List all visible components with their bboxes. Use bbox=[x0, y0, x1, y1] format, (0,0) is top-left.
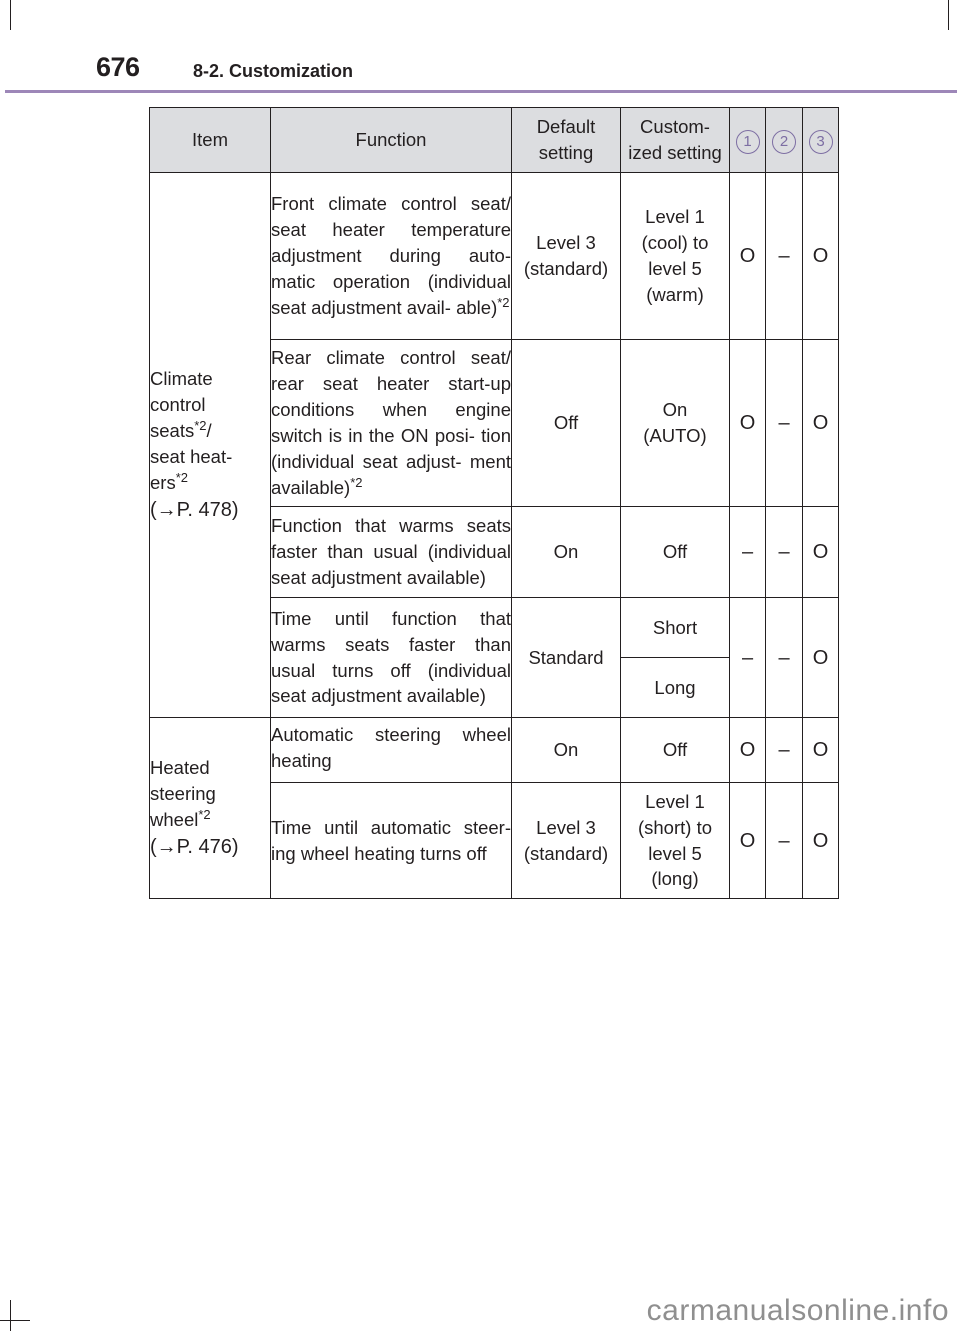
function-cell: Function that warms seats faster than usual (individual seat adjustment available) bbox=[271, 507, 512, 598]
default-cell: Standard bbox=[512, 598, 621, 718]
mark-cell: O bbox=[803, 783, 839, 899]
mark-cell: O bbox=[803, 340, 839, 507]
custom-cell: Level 1 (short) to level 5 (long) bbox=[621, 783, 730, 899]
default-cell: On bbox=[512, 718, 621, 783]
table-header-row bbox=[150, 108, 839, 173]
mark-cell: O bbox=[803, 598, 839, 718]
custom-cell: Short bbox=[621, 598, 730, 658]
mark-cell: – bbox=[766, 340, 803, 507]
item-climate-seats: Climate control seats$^{*2}$/ seat heat- ers$^{*2}$ (→P. 478) bbox=[150, 173, 271, 718]
mark-cell: – bbox=[766, 507, 803, 598]
function-cell: Automatic steering wheel heating bbox=[271, 718, 512, 783]
mark-cell: O bbox=[730, 718, 766, 783]
default-cell: Level 3 (standard) bbox=[512, 783, 621, 899]
mark-cell: O bbox=[730, 340, 766, 507]
customization-table bbox=[149, 107, 839, 899]
crop-mark bbox=[10, 1300, 11, 1331]
watermark-text: carmanualsonline.info bbox=[646, 1294, 949, 1327]
item-heated-steering-wheel: Heated steering wheel$^{*2}$ (→P. 476) bbox=[150, 718, 271, 899]
function-cell: Rear climate control seat/ rear seat heater start-up conditions when engine switch is in the ON posi- tion (individual seat adjust- ment available)$^{*2}$ bbox=[271, 340, 512, 507]
crop-mark bbox=[10, 0, 11, 30]
function-cell: Front climate control seat/ seat heater temperature adjustment during auto- matic operation (individual seat adjustment avail- able)$^{*2}$ bbox=[271, 173, 512, 340]
header-circle-2 bbox=[766, 108, 803, 173]
section-title: 8-2. Customization bbox=[193, 61, 354, 81]
default-cell: On bbox=[512, 507, 621, 598]
custom-cell: Off bbox=[621, 718, 730, 783]
mark-cell: – bbox=[766, 598, 803, 718]
arrow-right-icon: → bbox=[156, 835, 177, 858]
header-circle-1 bbox=[730, 108, 766, 173]
crop-mark bbox=[0, 1320, 30, 1321]
table-row bbox=[150, 173, 839, 340]
mark-cell: – bbox=[766, 718, 803, 783]
mark-cell: O bbox=[730, 173, 766, 340]
header-function: Function bbox=[271, 108, 512, 173]
arrow-right-icon: → bbox=[156, 498, 177, 521]
mark-cell: – bbox=[766, 783, 803, 899]
table-row bbox=[150, 718, 839, 783]
circle-number-icon: 3 bbox=[809, 130, 833, 154]
header-customized: Custom- ized setting bbox=[621, 108, 730, 173]
mark-cell: O bbox=[803, 507, 839, 598]
header-circle-3 bbox=[803, 108, 839, 173]
custom-cell: Long bbox=[621, 658, 730, 718]
mark-cell: – bbox=[730, 507, 766, 598]
function-cell: Time until automatic steer- ing wheel heating turns off bbox=[271, 783, 512, 899]
header-item: Item bbox=[150, 108, 271, 173]
mark-cell: O bbox=[803, 718, 839, 783]
mark-cell: – bbox=[766, 173, 803, 340]
custom-cell: Off bbox=[621, 507, 730, 598]
header-default: Default setting bbox=[512, 108, 621, 173]
mark-cell: – bbox=[730, 598, 766, 718]
circle-number-icon: 1 bbox=[736, 130, 760, 154]
function-cell: Time until function that warms seats faster than usual turns off (individual seat adjustment available) bbox=[271, 598, 512, 718]
default-cell: Off bbox=[512, 340, 621, 507]
crop-mark bbox=[948, 0, 949, 30]
circle-number-icon: 2 bbox=[772, 130, 796, 154]
mark-cell: O bbox=[730, 783, 766, 899]
header-rule bbox=[5, 90, 957, 93]
custom-cell: Level 1 (cool) to level 5 (warm) bbox=[621, 173, 730, 340]
custom-cell: On (AUTO) bbox=[621, 340, 730, 507]
page-number: 676 bbox=[96, 52, 140, 82]
mark-cell: O bbox=[803, 173, 839, 340]
default-cell: Level 3 (standard) bbox=[512, 173, 621, 340]
